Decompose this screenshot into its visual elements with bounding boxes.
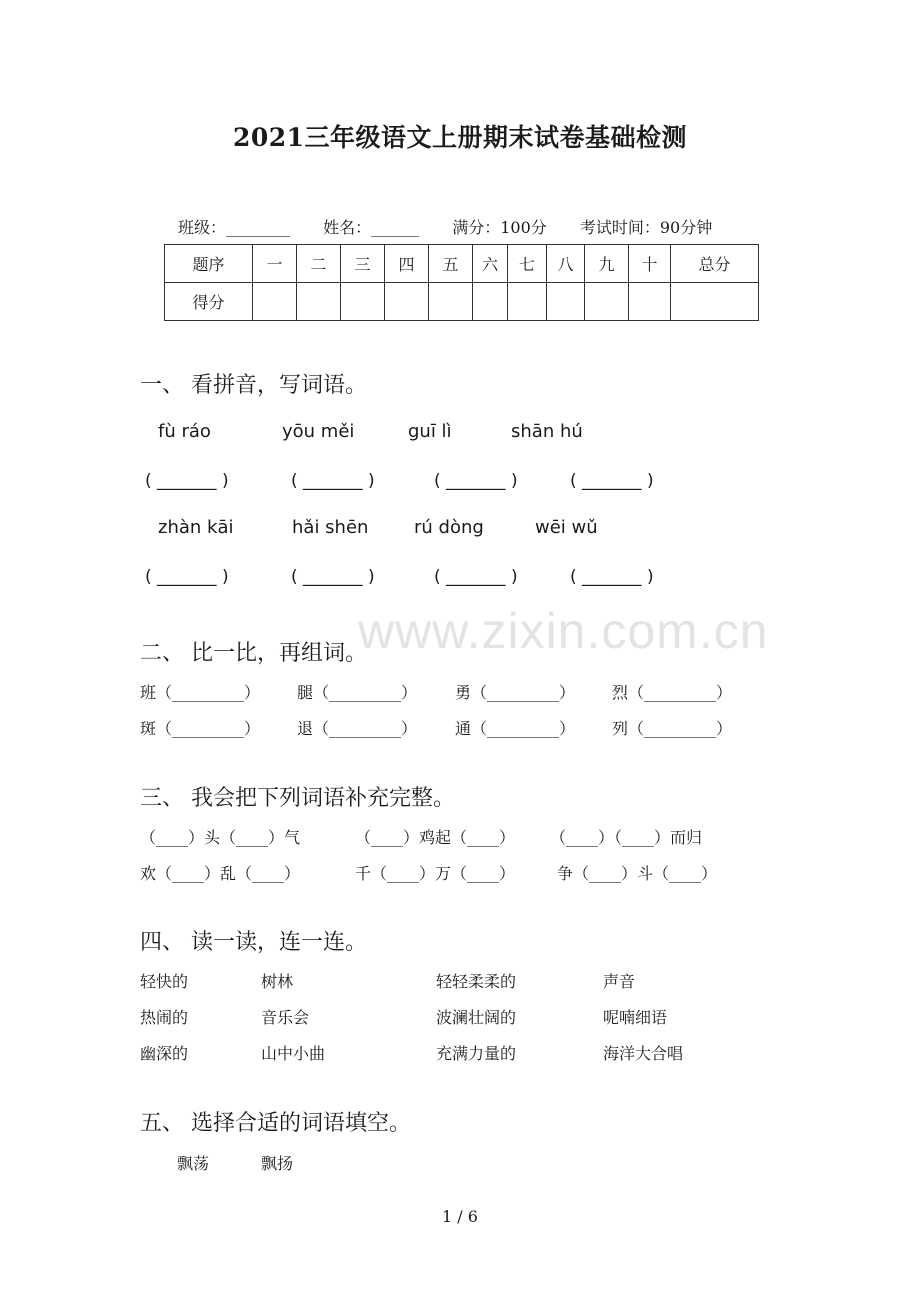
section-5-heading: 五、 选择合适的词语填空。	[140, 1111, 411, 1136]
compare-item[interactable]: 通（_________）	[455, 719, 576, 738]
score-row-label: 得分	[165, 283, 253, 321]
compare-item[interactable]: 列（_________）	[612, 719, 733, 738]
match-item[interactable]: 音乐会	[261, 1008, 310, 1027]
answer-blank[interactable]: ( _______ )	[291, 471, 375, 491]
score-cell	[385, 283, 429, 321]
answer-blank[interactable]: ( _______ )	[434, 471, 518, 491]
answer-blank[interactable]: ( _______ )	[145, 471, 229, 491]
header-cell: 题序	[165, 245, 253, 283]
score-cell	[508, 283, 547, 321]
answer-blank[interactable]: ( _______ )	[291, 567, 375, 587]
pinyin-item: fù ráo	[158, 421, 211, 442]
watermark: www.zixin.com.cn	[358, 603, 769, 659]
score-cell	[671, 283, 759, 321]
match-item[interactable]: 山中小曲	[261, 1044, 326, 1063]
idiom-item[interactable]: 争（____）斗（____）	[557, 864, 718, 883]
section-2-heading: 二、 比一比，再组词。	[140, 641, 367, 666]
header-cell: 八	[547, 245, 585, 283]
idiom-item[interactable]: （____）头（____）气	[140, 828, 301, 847]
idiom-item[interactable]: （____）鸡起（____）	[355, 828, 516, 847]
answer-blank[interactable]: ( _______ )	[570, 567, 654, 587]
page-number: 1 / 6	[442, 1207, 478, 1226]
answer-blank[interactable]: ( _______ )	[570, 471, 654, 491]
match-item[interactable]: 树林	[261, 972, 294, 991]
word-option: 飘荡	[177, 1154, 210, 1173]
compare-item[interactable]: 斑（_________）	[140, 719, 261, 738]
compare-item[interactable]: 班（_________）	[140, 683, 261, 702]
header-cell: 九	[585, 245, 629, 283]
match-item[interactable]: 呢喃细语	[603, 1008, 668, 1027]
score-cell	[253, 283, 297, 321]
header-cell: 十	[629, 245, 671, 283]
header-cell: 五	[429, 245, 473, 283]
score-table	[164, 244, 759, 321]
score-table-score-row	[165, 283, 759, 321]
answer-blank[interactable]: ( _______ )	[145, 567, 229, 587]
answer-blank[interactable]: ( _______ )	[434, 567, 518, 587]
compare-item[interactable]: 烈（_________）	[612, 683, 733, 702]
pinyin-item: yōu měi	[282, 421, 355, 442]
match-item[interactable]: 热闹的	[140, 1008, 189, 1027]
score-cell	[585, 283, 629, 321]
header-cell: 四	[385, 245, 429, 283]
pinyin-item: guī lì	[408, 421, 452, 442]
match-item[interactable]: 充满力量的	[436, 1044, 517, 1063]
exam-info	[178, 215, 740, 238]
score-cell	[629, 283, 671, 321]
match-item[interactable]: 幽深的	[140, 1044, 189, 1063]
full-score: 满分：100分	[452, 218, 547, 237]
section-3-heading: 三、 我会把下列词语补充完整。	[140, 786, 455, 811]
score-table-header-row	[165, 245, 759, 283]
idiom-item[interactable]: 欢（____）乱（____）	[140, 864, 301, 883]
header-cell: 七	[508, 245, 547, 283]
match-item[interactable]: 轻轻柔柔的	[436, 972, 517, 991]
match-item[interactable]: 轻快的	[140, 972, 189, 991]
header-cell: 二	[297, 245, 341, 283]
match-item[interactable]: 波澜壮阔的	[436, 1008, 517, 1027]
pinyin-item: rú dòng	[414, 517, 484, 538]
pinyin-item: hǎi shēn	[292, 517, 369, 538]
compare-item[interactable]: 退（_________）	[297, 719, 418, 738]
section-4-heading: 四、 读一读，连一连。	[140, 930, 367, 955]
name-field: 姓名：______	[323, 218, 420, 237]
idiom-item[interactable]: （____）（____）而归	[550, 828, 703, 847]
score-cell	[547, 283, 585, 321]
score-cell	[473, 283, 508, 321]
compare-item[interactable]: 腿（_________）	[297, 683, 418, 702]
compare-item[interactable]: 勇（_________）	[455, 683, 576, 702]
exam-time: 考试时间：90分钟	[579, 218, 713, 237]
header-cell: 三	[341, 245, 385, 283]
score-cell	[341, 283, 385, 321]
word-option: 飘扬	[261, 1154, 294, 1173]
idiom-item[interactable]: 千（____）万（____）	[355, 864, 516, 883]
pinyin-item: wēi wǔ	[535, 517, 598, 538]
pinyin-item: shān hú	[511, 421, 583, 442]
header-cell: 一	[253, 245, 297, 283]
score-cell	[429, 283, 473, 321]
match-item[interactable]: 声音	[603, 972, 636, 991]
section-1-heading: 一、 看拼音，写词语。	[140, 373, 367, 398]
class-field: 班级：________	[178, 218, 291, 237]
score-cell	[297, 283, 341, 321]
page-title: 2021三年级语文上册期末试卷基础检测	[232, 123, 688, 152]
header-cell: 六	[473, 245, 508, 283]
header-cell: 总分	[671, 245, 759, 283]
pinyin-item: zhàn kāi	[158, 517, 234, 538]
match-item[interactable]: 海洋大合唱	[603, 1044, 684, 1063]
